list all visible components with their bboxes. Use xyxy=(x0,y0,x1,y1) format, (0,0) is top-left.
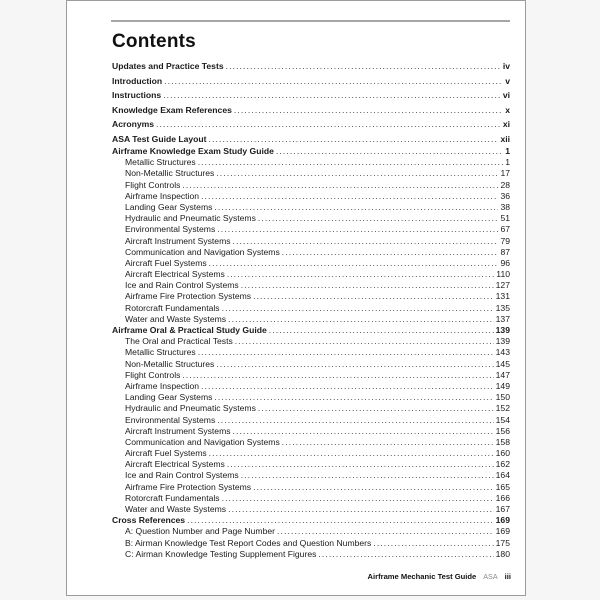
toc-page-number: 143 xyxy=(495,347,510,358)
toc-entry xyxy=(112,314,510,325)
toc-entry-label: Ice and Rain Control Systems xyxy=(125,470,239,481)
toc-page-number: 166 xyxy=(495,492,510,503)
dot-leader xyxy=(201,381,494,392)
toc-entry xyxy=(112,381,510,392)
toc-page-number: 135 xyxy=(495,302,510,313)
toc-entry xyxy=(112,448,510,459)
toc-entry-label: Airframe Inspection xyxy=(125,380,200,391)
dot-leader xyxy=(164,74,503,89)
toc-entry-label: Aircraft Electrical Systems xyxy=(125,269,225,280)
toc-page-number: 158 xyxy=(495,436,510,447)
document-page xyxy=(66,0,526,596)
toc-entry-label: Water and Waste Systems xyxy=(125,504,227,514)
toc-page-number: xi xyxy=(502,119,510,129)
dot-leader xyxy=(226,59,501,74)
toc-entry xyxy=(112,459,510,470)
toc-page-number: 139 xyxy=(495,336,510,347)
toc-entry xyxy=(112,325,510,336)
toc-page-number: 87 xyxy=(500,246,510,257)
toc-entry xyxy=(112,213,510,224)
toc-entry-label: Acronyms xyxy=(112,119,155,129)
toc-entry-label: Environmental Systems xyxy=(125,414,216,425)
toc-entry-label: ASA Test Guide Layout xyxy=(112,133,207,144)
toc-entry xyxy=(112,269,510,280)
toc-entry-label: Flight Controls xyxy=(125,179,181,190)
dot-leader xyxy=(209,448,494,459)
toc-entry-label: Airframe Oral & Practical Study Guide xyxy=(112,325,267,335)
toc-entry xyxy=(112,132,510,147)
toc-entry xyxy=(112,74,510,89)
toc-page-number: iv xyxy=(502,61,510,71)
toc-entry xyxy=(112,247,510,258)
toc-page-number: 137 xyxy=(495,313,510,324)
dot-leader xyxy=(216,359,493,370)
toc-entry-label: Cross References xyxy=(112,515,186,526)
toc-entry-label: Landing Gear Systems xyxy=(125,392,213,403)
toc-entry xyxy=(112,493,510,504)
toc-page-number: 1 xyxy=(505,157,510,168)
footer-publisher: ASA xyxy=(483,572,498,581)
dot-leader xyxy=(228,314,494,325)
toc-entry-label: Hydraulic and Pneumatic Systems xyxy=(125,213,256,224)
dot-leader xyxy=(209,132,499,147)
toc-page-number: 67 xyxy=(500,224,510,235)
toc-page-number: 147 xyxy=(495,369,510,380)
dot-leader xyxy=(222,493,494,504)
toc-entry xyxy=(112,117,510,132)
toc-entry-label: Flight Controls xyxy=(125,369,181,380)
page-footer xyxy=(368,572,511,581)
toc-page-number: x xyxy=(505,104,510,115)
dot-leader xyxy=(198,347,494,358)
toc-entry-label: Environmental Systems xyxy=(125,224,216,235)
dot-leader xyxy=(217,415,493,426)
toc-entry xyxy=(112,303,510,314)
toc-entry xyxy=(112,392,510,403)
toc-entry-label: A: Question Number and Page Number xyxy=(125,526,275,537)
page-title: Contents xyxy=(112,31,196,52)
dot-leader xyxy=(253,291,494,302)
dot-leader xyxy=(235,336,494,347)
header-rule xyxy=(111,20,510,22)
dot-leader xyxy=(276,146,503,157)
toc-page-number: 169 xyxy=(495,515,510,526)
toc-entry-label: Updates and Practice Tests xyxy=(112,61,224,71)
toc-page-number: 79 xyxy=(500,235,510,246)
dot-leader xyxy=(209,258,499,269)
toc-entry-label: C: Airman Knowledge Testing Supplement Figures xyxy=(125,548,317,559)
toc-page-number: 180 xyxy=(495,548,510,559)
toc-entry xyxy=(112,103,510,118)
toc-entry-label: The Oral and Practical Tests xyxy=(125,336,233,347)
toc-entry-label: Water and Waste Systems xyxy=(125,313,227,324)
toc-entry xyxy=(112,359,510,370)
toc-entry-label: Rotorcraft Fundamentals xyxy=(125,492,220,503)
toc-page-number: 36 xyxy=(500,190,510,201)
toc-entry-label: Aircraft Fuel Systems xyxy=(125,257,207,268)
dot-leader xyxy=(233,236,499,247)
toc-page-number: 131 xyxy=(495,291,510,302)
dot-leader xyxy=(214,202,498,213)
toc-entry xyxy=(112,180,510,191)
footer-page-number: iii xyxy=(504,572,511,581)
toc-entry xyxy=(112,157,510,168)
toc-entry xyxy=(112,504,510,515)
toc-entry-label: Airframe Inspection xyxy=(125,190,200,201)
toc-entry xyxy=(112,470,510,481)
toc-page-number: vi xyxy=(502,90,510,100)
toc-page-number: 156 xyxy=(495,425,510,436)
dot-leader xyxy=(282,437,494,448)
toc-entry xyxy=(112,191,510,202)
toc-entry xyxy=(112,482,510,493)
toc-page-number: 139 xyxy=(495,325,510,335)
toc-page-number: 149 xyxy=(495,380,510,391)
dot-leader xyxy=(156,117,501,132)
toc-entry xyxy=(112,202,510,213)
toc-entry-label: Communication and Navigation Systems xyxy=(125,436,280,447)
toc-page-number: 165 xyxy=(495,481,510,492)
toc-entry xyxy=(112,347,510,358)
toc-entry xyxy=(112,88,510,103)
toc-page-number: 1 xyxy=(505,146,510,156)
toc-entry-label: Airframe Knowledge Exam Study Guide xyxy=(112,146,274,156)
toc-entry xyxy=(112,336,510,347)
toc-page-number: 51 xyxy=(500,213,510,224)
toc-entry xyxy=(112,258,510,269)
dot-leader xyxy=(233,426,494,437)
toc-page-number: 28 xyxy=(500,179,510,190)
dot-leader xyxy=(282,247,499,258)
toc-page-number: 110 xyxy=(496,269,510,280)
toc-page-number: 164 xyxy=(495,470,510,481)
toc-page-number: 17 xyxy=(500,168,510,179)
toc-entry xyxy=(112,146,510,157)
dot-leader xyxy=(217,224,498,235)
toc-entry-label: Instructions xyxy=(112,90,162,100)
toc-entry-label: Knowledge Exam References xyxy=(112,104,232,115)
toc-entry-label: Airframe Fire Protection Systems xyxy=(125,481,252,492)
toc-page-number: 154 xyxy=(495,414,510,425)
toc-entry xyxy=(112,168,510,179)
toc-entry xyxy=(112,291,510,302)
toc-page-number: 160 xyxy=(495,448,510,459)
toc-page-number: 145 xyxy=(495,358,510,369)
dot-leader xyxy=(277,526,494,537)
toc-entry xyxy=(112,280,510,291)
toc-entry xyxy=(112,515,510,526)
dot-leader xyxy=(258,403,494,414)
dot-leader xyxy=(234,103,503,118)
dot-leader xyxy=(182,180,498,191)
toc-entry xyxy=(112,549,510,560)
toc-entry xyxy=(112,403,510,414)
dot-leader xyxy=(318,549,493,560)
toc-entry xyxy=(112,437,510,448)
dot-leader xyxy=(216,168,498,179)
toc-entry-label: Hydraulic and Pneumatic Systems xyxy=(125,403,256,414)
dot-leader xyxy=(373,538,493,549)
dot-leader xyxy=(253,482,494,493)
toc-entry-label: Aircraft Instrument Systems xyxy=(125,425,231,436)
dot-leader xyxy=(227,269,494,280)
toc-page-number: xii xyxy=(500,133,510,144)
dot-leader xyxy=(187,515,494,526)
dot-leader xyxy=(269,325,494,336)
dot-leader xyxy=(258,213,499,224)
toc-entry-label: B: Airman Knowledge Test Report Codes and Question Numbers xyxy=(125,537,372,548)
toc-page-number: 167 xyxy=(495,504,510,514)
toc-entry xyxy=(112,426,510,437)
toc-entry-label: Non-Metallic Structures xyxy=(125,168,215,179)
toc-entry-label: Aircraft Instrument Systems xyxy=(125,235,231,246)
toc-page-number: 162 xyxy=(495,459,510,470)
dot-leader xyxy=(182,370,493,381)
toc-entry-label: Non-Metallic Structures xyxy=(125,358,215,369)
toc-entry-label: Ice and Rain Control Systems xyxy=(125,280,239,291)
dot-leader xyxy=(241,280,494,291)
dot-leader xyxy=(241,470,494,481)
toc-page-number: v xyxy=(505,75,510,86)
dot-leader xyxy=(201,191,498,202)
toc-page-number: 169 xyxy=(495,526,510,537)
toc-page-number: 152 xyxy=(495,403,510,414)
toc-entry xyxy=(112,224,510,235)
toc-entry-label: Metallic Structures xyxy=(125,347,196,358)
toc-entry-label: Rotorcraft Fundamentals xyxy=(125,302,220,313)
toc-list xyxy=(112,59,510,560)
toc-entry-label: Landing Gear Systems xyxy=(125,201,213,212)
toc-entry-label: Metallic Structures xyxy=(125,157,196,168)
toc-entry-label: Aircraft Electrical Systems xyxy=(125,459,225,470)
dot-leader xyxy=(222,303,494,314)
dot-leader xyxy=(227,459,494,470)
toc-entry-label: Aircraft Fuel Systems xyxy=(125,448,207,459)
toc-page-number: 150 xyxy=(495,392,510,403)
toc-page-number: 38 xyxy=(500,201,510,212)
toc-page-number: 96 xyxy=(500,257,510,268)
toc-entry xyxy=(112,236,510,247)
toc-entry xyxy=(112,538,510,549)
toc-entry xyxy=(112,526,510,537)
toc-entry xyxy=(112,370,510,381)
toc-entry-label: Introduction xyxy=(112,75,163,86)
toc-entry-label: Airframe Fire Protection Systems xyxy=(125,291,252,302)
dot-leader xyxy=(163,88,501,103)
dot-leader xyxy=(198,157,504,168)
toc-page-number: 127 xyxy=(495,280,510,291)
toc-entry-label: Communication and Navigation Systems xyxy=(125,246,280,257)
footer-book-title: Airframe Mechanic Test Guide xyxy=(367,572,477,581)
toc-entry xyxy=(112,415,510,426)
toc-entry xyxy=(112,59,510,74)
dot-leader xyxy=(214,392,493,403)
toc-page-number: 175 xyxy=(495,537,510,548)
dot-leader xyxy=(228,504,494,515)
